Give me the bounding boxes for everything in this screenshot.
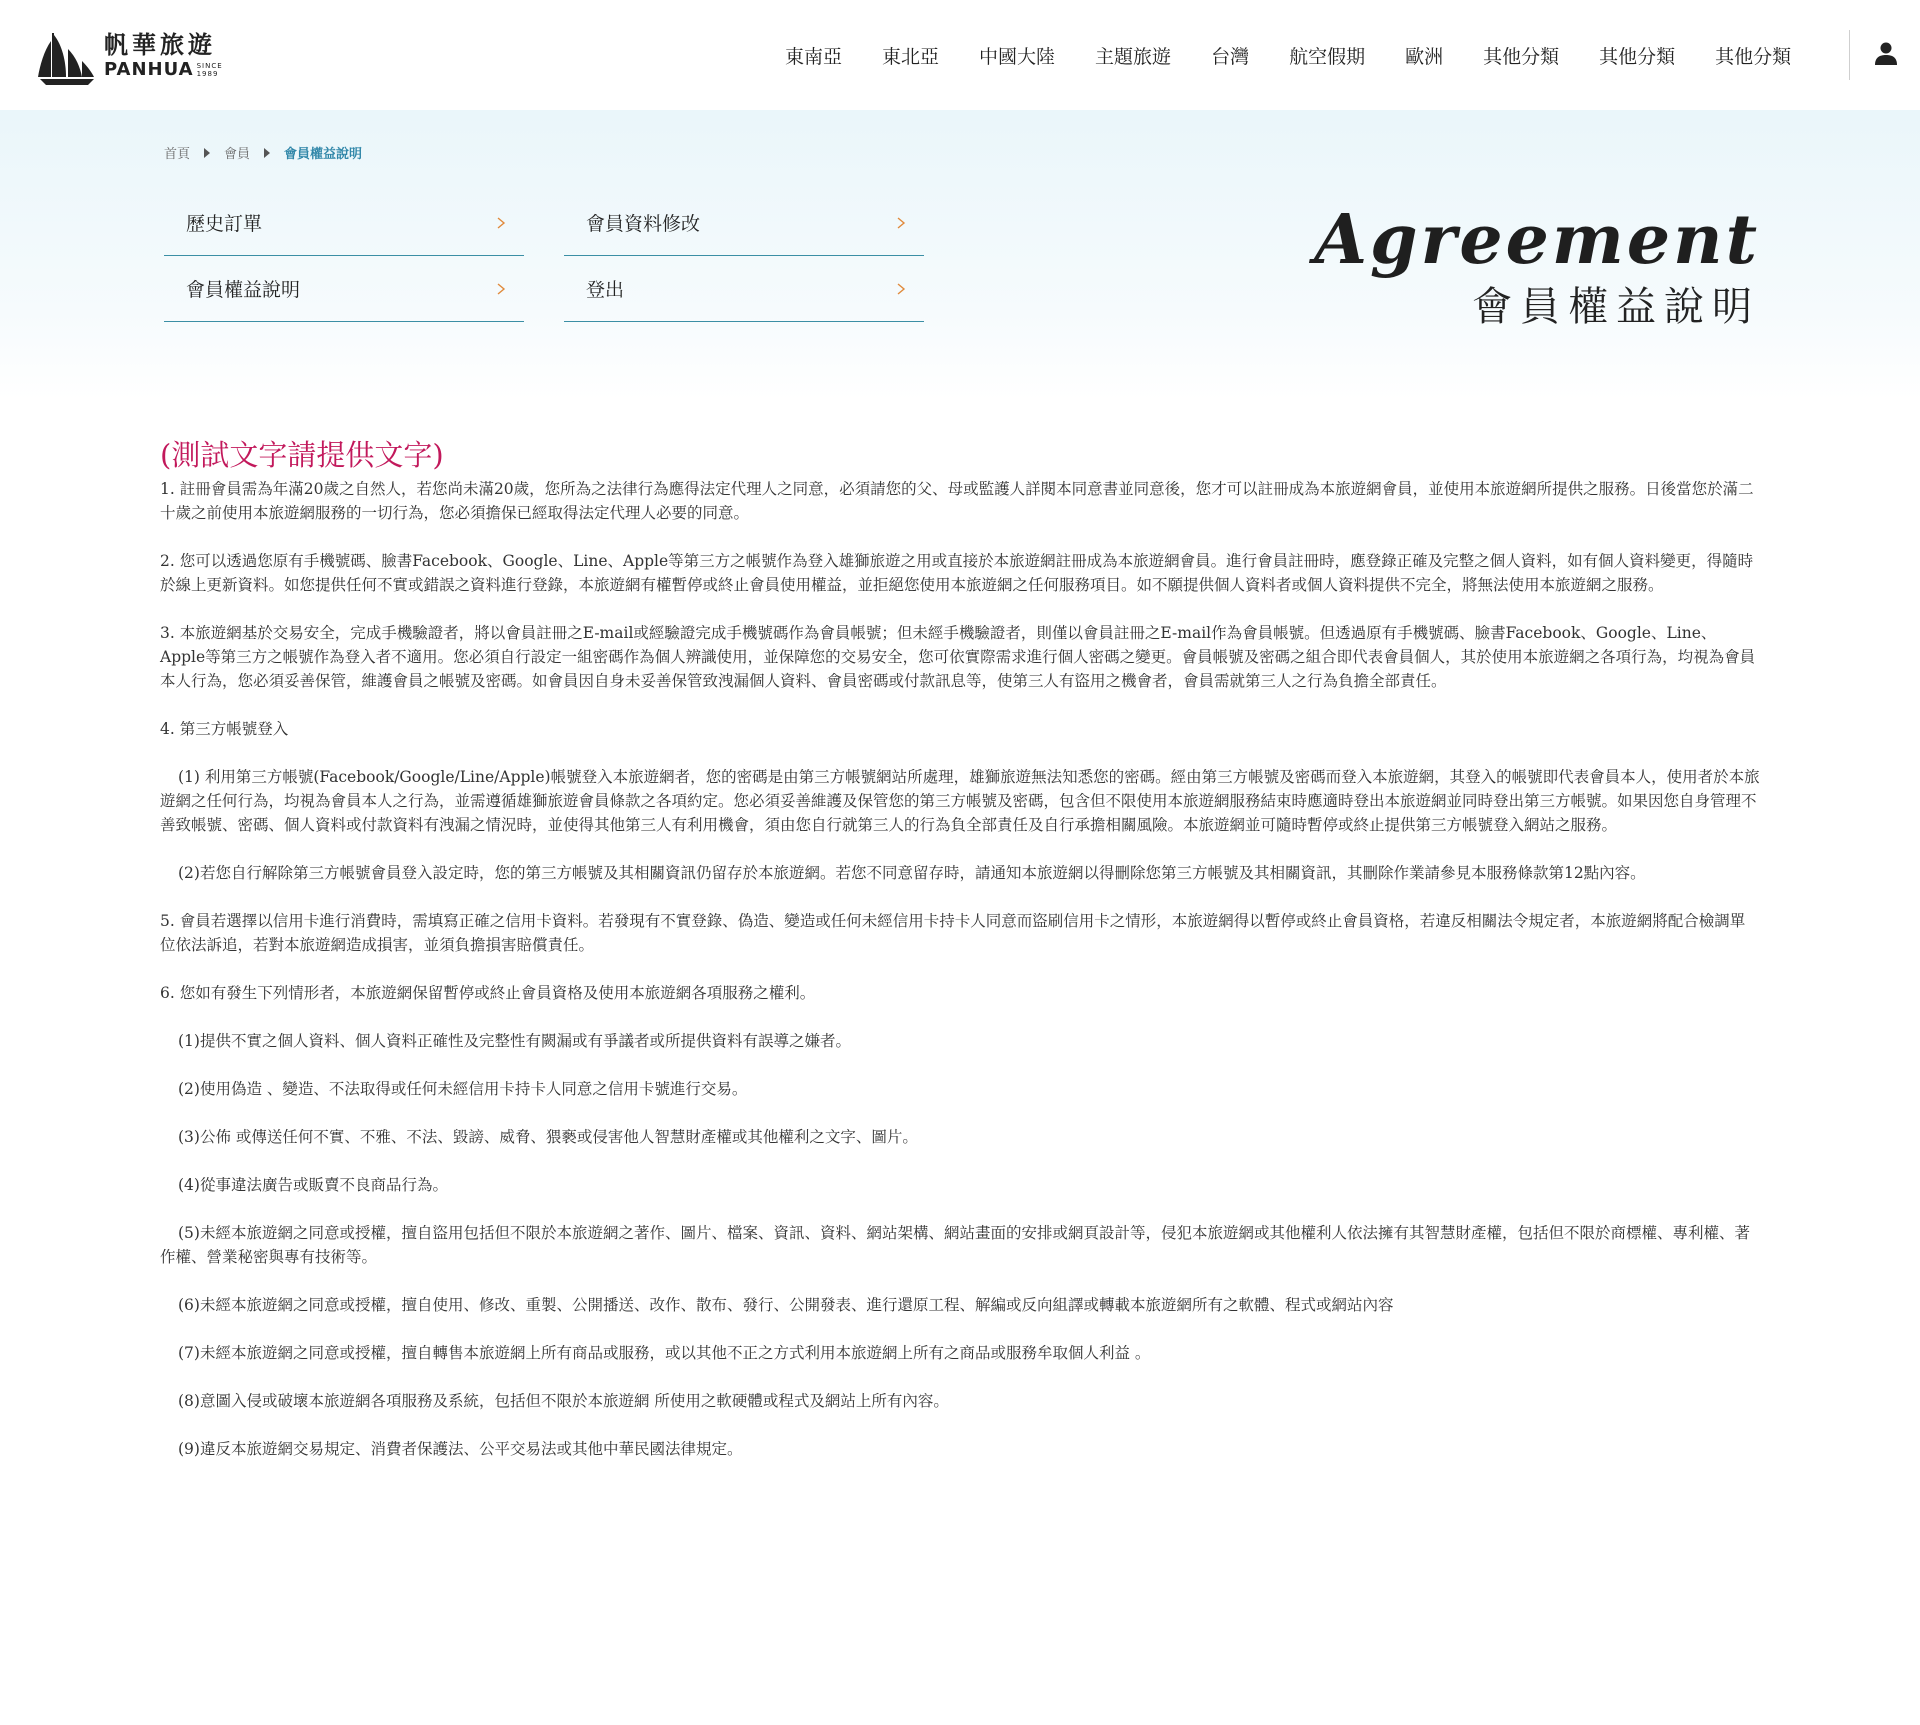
logo-since-label: SINCE: [196, 62, 223, 70]
chevron-right-icon: [894, 216, 908, 230]
menu-item-history-orders[interactable]: [164, 190, 524, 256]
agreement-paragraph: (4)從事違法廣告或販賣不良商品行為。: [178, 1176, 448, 1194]
menu-item-label: 會員資料修改: [586, 213, 701, 235]
nav-item-air-holiday[interactable]: 航空假期: [1289, 45, 1366, 68]
agreement-content: [160, 435, 1760, 1485]
breadcrumb-current: 會員權益說明: [284, 147, 363, 162]
nav-item-other-1[interactable]: 其他分類: [1483, 45, 1560, 68]
agreement-paragraph: 4. 第三方帳號登入: [160, 720, 289, 738]
nav-item-taiwan[interactable]: 台灣: [1211, 45, 1250, 68]
main-nav: [765, 0, 1811, 110]
agreement-paragraph: (9)違反本旅遊網交易規定、消費者保護法、公平交易法或其他中華民國法律規定。: [178, 1440, 743, 1458]
agreement-paragraph: 5. 會員若選擇以信用卡進行消費時，需填寫正確之信用卡資料。若發現有不實登錄、偽造、變造或任何未經信用卡持卡人同意而盜刷信用卡之情形，本旅遊網得以暫停或終止會員資格，若違反相關法令規定者，本旅遊網將配合檢調單位依法訴追，若對本旅遊網造成損害，並須負擔損害賠償責任。: [160, 912, 1746, 954]
agreement-paragraph: 3. 本旅遊網基於交易安全，完成手機驗證者，將以會員註冊之E-mail或經驗證完成手機號碼作為會員帳號；但未經手機驗證者，則僅以會員註冊之E-mail作為會員帳號。但透過原有手機號碼、臉書Facebook、Google、Line、Apple等第三方之帳號作為登入者不適用。您必須自行設定一組密碼作為個人辨識使用，並保障您的交易安全，您可依實際需求進行個人密碼之變更。會員帳號及密碼之組合即代表會員個人，其於使用本旅遊網之各項行為，均視為會員本人行為，您必須妥善保管，維護會員之帳號及密碼。如會員因自身未妥善保管致洩漏個人資料、會員密碼或付款訊息等，使第三人有盜用之機會者，會員需就第三人之行為負擔全部責任。: [160, 624, 1756, 690]
agreement-paragraph: 1. 註冊會員需為年滿20歲之自然人，若您尚未滿20歲，您所為之法律行為應得法定代理人之同意，必須請您的父、母或監護人詳閱本同意書並同意後，您才可以註冊成為本旅遊網會員，並使用本旅遊網所提供之服務。日後當您於滿二十歲之前使用本旅遊網服務的一切行為，您必須擔保已經取得法定代理人必要的同意。: [160, 480, 1754, 522]
user-icon: [1872, 40, 1900, 68]
agreement-paragraph: (3)公佈 或傳送任何不實、不雅、不法、毀謗、威脅、猥褻或侵害他人智慧財產權或其他權利之文字、圖片。: [178, 1128, 918, 1146]
breadcrumb: [164, 143, 362, 162]
agreement-paragraph: (5)未經本旅遊網之同意或授權，擅自盜用包括但不限於本旅遊網之著作、圖片、檔案、資訊、資料、網站架構、網站畫面的安排或網頁設計等，侵犯本旅遊網或其他權利人依法擁有其智慧財產權，包括但不限於商標權、專利權、著作權、營業秘密與專有技術等。: [160, 1224, 1750, 1266]
menu-item-logout[interactable]: [564, 256, 924, 322]
user-account-button[interactable]: [1872, 40, 1900, 68]
menu-item-label: 歷史訂單: [186, 213, 263, 235]
logo-since: [197, 62, 223, 78]
agreement-paragraph: (2)使用偽造 、變造、不法取得或任何未經信用卡持卡人同意之信用卡號進行交易。: [178, 1080, 748, 1098]
site-header: [0, 0, 1920, 110]
menu-item-member-rights[interactable]: [164, 256, 524, 322]
sailboat-logo-icon: [32, 27, 100, 85]
nav-item-theme-travel[interactable]: 主題旅遊: [1095, 45, 1172, 68]
content-test-title: (測試文字請提供文字): [160, 438, 444, 472]
breadcrumb-member[interactable]: 會員: [224, 147, 251, 162]
agreement-paragraph: (6)未經本旅遊網之同意或授權，擅自使用、修改、重製、公開播送、改作、散布、發行、公開發表、進行還原工程、解編或反向組譯或轉載本旅遊網所有之軟體、程式或網站內容: [178, 1296, 1394, 1314]
page-title-english: Agreement: [1314, 200, 1760, 280]
agreement-paragraph: (8)意圖入侵或破壞本旅遊網各項服務及系統，包括但不限於本旅遊網 所使用之軟硬體或程式及網站上所有內容。: [178, 1392, 949, 1410]
chevron-right-icon: [494, 216, 508, 230]
agreement-paragraph: 6. 您如有發生下列情形者，本旅遊網保留暫停或終止會員資格及使用本旅遊網各項服務之權利。: [160, 984, 816, 1002]
agreement-paragraph: (1) 利用第三方帳號(Facebook/Google/Line/Apple)帳號登入本旅遊網者，您的密碼是由第三方帳號網站所處理，雄獅旅遊無法知悉您的密碼。經由第三方帳號及密碼而登入本旅遊網，其登入的帳號即代表會員本人，使用者於本旅遊網之任何行為，均視為會員本人之行為，並需遵循雄獅旅遊會員條款之各項約定。您必須妥善維護及保管您的第三方帳號及密碼，包含但不限使用本旅遊網服務結束時應適時登出本旅遊網並同時登出第三方帳號。如果因您自身管理不善致帳號、密碼、個人資料或付款資料有洩漏之情況時，並使得其他第三人有利用機會，須由您自行就第三人的行為負全部責任及自行承擔相關風險。本旅遊網並可隨時暫停或終止提供第三方帳號登入網站之服務。: [160, 768, 1760, 834]
nav-item-other-2[interactable]: 其他分類: [1599, 45, 1676, 68]
page-title-chinese: 會員權益說明: [1472, 284, 1760, 330]
logo-english-name: PANHUA: [104, 59, 194, 80]
breadcrumb-separator-icon: [264, 148, 270, 158]
chevron-right-icon: [894, 282, 908, 296]
agreement-paragraph: (2)若您自行解除第三方帳號會員登入設定時，您的第三方帳號及其相關資訊仍留存於本旅遊網。若您不同意留存時，請通知本旅遊網以得刪除您第三方帳號及其相關資訊，其刪除作業請參見本服務條款第12點內容。: [178, 864, 1646, 882]
agreement-paragraph: 2. 您可以透過您原有手機號碼、臉書Facebook、Google、Line、Apple等第三方之帳號作為登入雄獅旅遊之用或直接於本旅遊網註冊成為本旅遊網會員。進行會員註冊時，應登錄正確及完整之個人資料，如有個人資料變更，得隨時於線上更新資料。如您提供任何不實或錯誤之資料進行登錄，本旅遊網有權暫停或終止會員使用權益，並拒絕您使用本旅遊網之任何服務項目。如不願提供個人資料者或個人資料提供不完全，將無法使用本旅遊網之服務。: [160, 552, 1754, 594]
breadcrumb-home[interactable]: 首頁: [164, 147, 191, 162]
nav-divider: [1849, 30, 1850, 80]
nav-item-northeast-asia[interactable]: 東北亞: [882, 45, 940, 68]
agreement-paragraph: (1)提供不實之個人資料、個人資料正確性及完整性有闕漏或有爭議者或所提供資料有誤導之嫌者。: [178, 1032, 851, 1050]
logo-year: 1989: [196, 70, 219, 78]
nav-item-southeast-asia[interactable]: 東南亞: [785, 45, 843, 68]
menu-item-label: 會員權益說明: [186, 279, 301, 301]
nav-item-china[interactable]: 中國大陸: [979, 45, 1056, 68]
nav-item-europe[interactable]: 歐洲: [1405, 45, 1444, 68]
breadcrumb-separator-icon: [204, 148, 210, 158]
site-logo[interactable]: [32, 26, 232, 86]
nav-item-other-3[interactable]: 其他分類: [1715, 45, 1792, 68]
chevron-right-icon: [494, 282, 508, 296]
logo-chinese-name: 帆華旅遊: [104, 31, 216, 59]
agreement-paragraph: (7)未經本旅遊網之同意或授權，擅自轉售本旅遊網上所有商品或服務，或以其他不正之方式利用本旅遊網上所有之商品或服務牟取個人利益 。: [178, 1344, 1151, 1362]
menu-item-label: 登出: [586, 279, 625, 301]
menu-item-edit-profile[interactable]: [564, 190, 924, 256]
